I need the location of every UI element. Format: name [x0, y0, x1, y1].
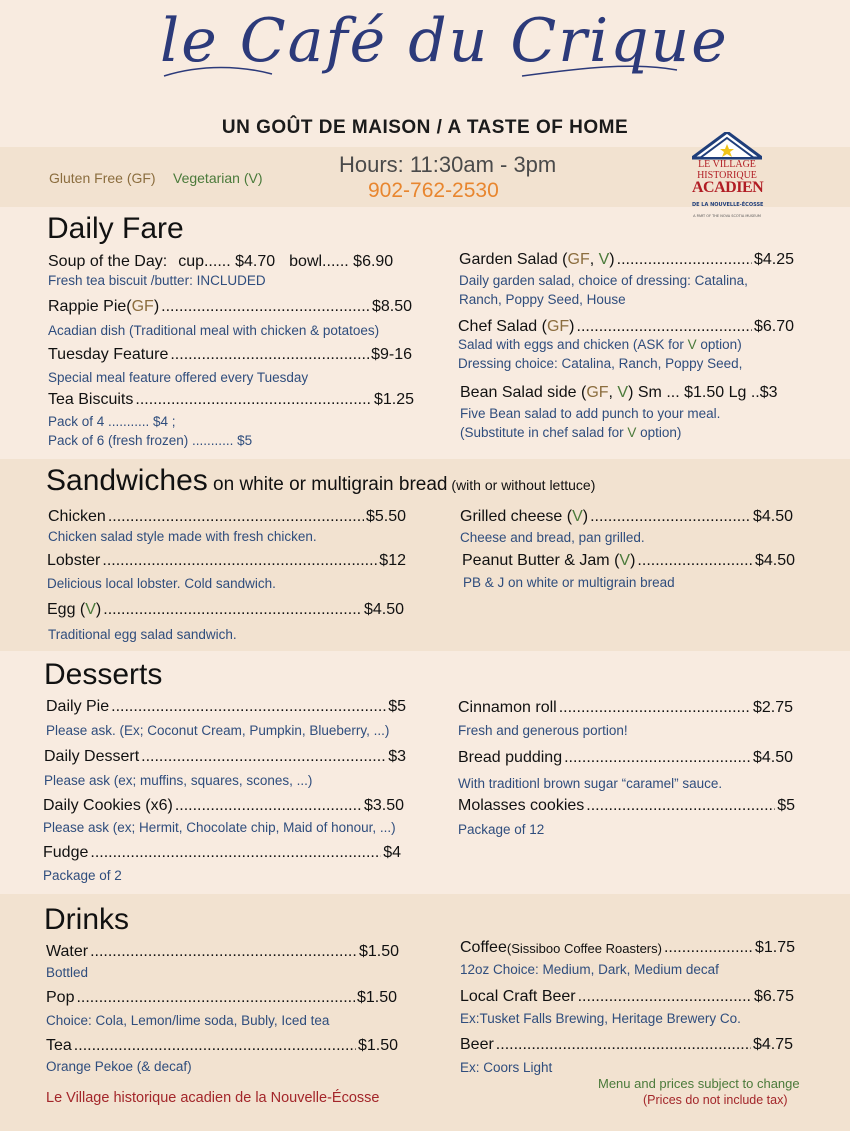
cafe-title: le Café du Crique: [160, 6, 729, 76]
menu-item-water: [46, 943, 399, 961]
item-desc-water: Bottled: [46, 965, 89, 980]
item-name: Grilled cheese: [460, 508, 563, 525]
item-desc-pop: Choice: Cola, Lemon/lime soda, Bubly, Iced tea: [46, 1013, 330, 1028]
item-price: $5: [777, 797, 795, 814]
menu-item-peanut-butter-jam: Peanut Butter & Jam ( V ) ..... $4.50: [462, 552, 795, 570]
gf-tag: GF: [131, 298, 154, 315]
dot-leader: [170, 346, 369, 364]
logo-line-4: DE LA NOUVELLE-ÉCOSSE: [692, 202, 764, 208]
dot-leader: [496, 1036, 751, 1054]
item-name: Local Craft Beer: [460, 988, 576, 1005]
tag-paren: (: [126, 298, 132, 315]
legend-vegetarian: [173, 170, 263, 186]
item-price: $4.75: [752, 1036, 793, 1053]
v-tag: V: [619, 552, 631, 569]
item-desc-chef-salad-2: Dressing choice: Catalina, Ranch, Poppy Seed,: [458, 356, 743, 371]
village-logo: [692, 132, 762, 222]
item-desc-cinnamon-roll: Fresh and generous portion!: [458, 723, 628, 738]
dot-leader: [74, 1037, 356, 1055]
item-name: Daily Cookies (x6): [43, 797, 173, 814]
item-desc-tea-biscuits-4: Pack of 4 ........... $4 ;: [48, 414, 176, 429]
item-desc-lobster: Delicious local lobster. Cold sandwich.: [47, 576, 276, 591]
menu-item-garden-salad: Garden Salad ( GF , V ) ..... $4.25: [459, 251, 794, 269]
dot-leader: [161, 298, 370, 316]
desc-text: option): [636, 425, 682, 440]
hours: Hours: 11:30am - 3pm: [339, 152, 557, 177]
tagline: UN GOÛT DE MAISON / A TASTE OF HOME: [221, 117, 629, 138]
menu-item-daily-pie: [46, 698, 406, 716]
menu-item-daily-cookies: [43, 797, 404, 815]
item-price: $1.50: [356, 989, 397, 1006]
dot-leader: [90, 844, 381, 862]
item-price: $3.50: [363, 797, 404, 814]
menu-item-daily-dessert: [44, 748, 406, 766]
menu-item-egg: Egg ( V ) ..... $4.50: [47, 601, 404, 619]
item-name: Tuesday Feature: [48, 346, 169, 363]
section-heading-drinks: Drinks: [44, 903, 130, 936]
dot-leader: [664, 939, 753, 959]
item-desc-chef-salad-1: [458, 337, 742, 352]
desc-text: Salad with eggs and chicken (ASK for: [458, 337, 688, 352]
dot-leader: [175, 797, 362, 815]
gf-tag: GF: [586, 384, 609, 401]
item-desc-grilled-cheese: Cheese and bread, pan grilled.: [460, 530, 645, 545]
item-desc-soup: Fresh tea biscuit /butter: INCLUDED: [48, 273, 266, 288]
logo-roof-icon: [692, 132, 762, 162]
item-desc-egg: Traditional egg salad sandwich.: [48, 627, 237, 642]
item-price: $4: [383, 844, 401, 861]
menu-item-molasses-cookies: [458, 797, 795, 815]
footer-note-tax: (Prices do not include tax): [643, 1093, 788, 1107]
legend-v-label: Vegetarian (V): [173, 170, 263, 186]
menu-item-lobster: [47, 552, 406, 570]
section-title: Sandwiches: [46, 464, 208, 497]
menu-item-chef-salad: Chef Salad ( GF ) ..... $6.70: [458, 318, 794, 336]
item-desc-daily-pie: Please ask. (Ex; Coconut Cream, Pumpkin, Blueberry, ...): [46, 723, 390, 738]
item-desc-bread-pudding: With traditionl brown sugar “caramel” sauce.: [458, 776, 723, 791]
menu-item-grilled-cheese: Grilled cheese ( V ) ..... $4.50: [460, 508, 793, 526]
legend-gf-label: Gluten Free (GF): [49, 170, 156, 186]
item-price: $1.25: [373, 391, 414, 408]
dot-leader: [103, 601, 362, 619]
dot-leader: [578, 988, 752, 1006]
item-price: $8.50: [371, 298, 412, 315]
item-desc-bean-salad-2: [460, 425, 681, 440]
item-name: Chicken: [48, 508, 106, 525]
title-swash-decoration: [162, 56, 682, 96]
item-name: Chef Salad: [458, 318, 538, 335]
dot-leader: [102, 552, 377, 570]
dot-leader: [559, 699, 751, 717]
item-name: Pop: [46, 989, 75, 1006]
item-price: $1.75: [754, 939, 795, 956]
logo-line-1: LE VILLAGE: [698, 159, 756, 170]
item-name: Water: [46, 943, 89, 960]
item-price: $4.50: [752, 749, 793, 766]
menu-item-local-craft-beer: [460, 988, 794, 1006]
item-name: Coffee: [460, 939, 507, 956]
dot-leader: [108, 508, 364, 526]
dot-leader: [564, 749, 751, 767]
item-price: Sm ... $1.50 Lg ..$3: [637, 384, 778, 401]
item-price: $12: [379, 552, 406, 569]
menu-item-chicken: [48, 508, 406, 526]
item-name: Daily Pie: [46, 698, 110, 715]
dot-leader: [577, 318, 752, 336]
item-price-cup: cup...... $4.70: [178, 253, 276, 270]
item-desc-chicken: Chicken salad style made with fresh chicken.: [48, 529, 317, 544]
item-price: $5: [388, 698, 406, 715]
item-price: $4.50: [752, 508, 793, 525]
item-name: Beer: [460, 1036, 494, 1053]
item-desc-tea-biscuits-6: Pack of 6 (fresh frozen) ........... $5: [48, 433, 253, 448]
menu-item-fudge: [43, 844, 401, 862]
item-price: $4.25: [753, 251, 794, 268]
v-tag: V: [85, 601, 96, 618]
menu-item-tea-biscuits: [48, 391, 414, 409]
dot-leader: [90, 943, 357, 961]
menu-item-beer: [460, 1036, 793, 1054]
section-subtitle: on white or multigrain bread: [207, 474, 448, 495]
menu-item-rappie-pie: [48, 298, 412, 316]
item-price: $2.75: [752, 699, 793, 716]
item-name: Daily Dessert: [44, 748, 140, 765]
tag-paren: ): [153, 298, 160, 315]
item-desc-garden-salad-1: Daily garden salad, choice of dressing: Catalina,: [459, 273, 748, 288]
dot-leader: [617, 251, 752, 269]
logo-line-5: A PART OF THE NOVA SCOTIA MUSEUM: [693, 214, 761, 218]
item-name: Soup of the Day:: [48, 253, 168, 270]
dot-leader: [586, 797, 775, 815]
item-name: Peanut Butter & Jam: [462, 552, 610, 569]
menu-item-bean-salad: Bean Salad side ( GF , V ) Sm ... $1.50 Lg ..$3: [460, 384, 778, 401]
item-desc-daily-cookies: Please ask (ex; Hermit, Chocolate chip, Maid of honour, ...): [43, 820, 396, 835]
menu-item-tea: [46, 1037, 398, 1055]
gf-tag: GF: [546, 318, 570, 335]
item-name: Tea: [46, 1037, 72, 1054]
item-desc-fudge: Package of 2: [43, 868, 122, 883]
item-price: $3: [388, 748, 406, 765]
item-desc-molasses-cookies: Package of 12: [458, 822, 545, 837]
v-tag: V: [617, 384, 629, 401]
section-heading-desserts: Desserts: [44, 658, 163, 691]
item-price: $1.50: [358, 943, 399, 960]
item-price: $5.50: [365, 508, 406, 525]
item-name: Molasses cookies: [458, 797, 585, 814]
item-desc-peanut-butter-jam: PB & J on white or multigrain bread: [463, 575, 675, 590]
dot-leader: [111, 698, 386, 716]
item-desc-coffee: 12oz Choice: Medium, Dark, Medium decaf: [460, 962, 719, 977]
item-subtitle: (Sissiboo Coffee Roasters): [506, 941, 662, 956]
item-name: Cinnamon roll: [458, 699, 557, 716]
section-heading-daily-fare: Daily Fare: [47, 212, 184, 245]
item-desc-bean-salad-1: Five Bean salad to add punch to your meal.: [460, 406, 721, 421]
item-price: $4.50: [363, 601, 404, 618]
menu-item-cinnamon-roll: [458, 699, 793, 717]
item-name: Lobster: [47, 552, 101, 569]
item-desc-daily-dessert: Please ask (ex; muffins, squares, scones, ...): [44, 773, 313, 788]
item-desc-local-craft-beer: Ex:Tusket Falls Brewing, Heritage Brewery Co.: [460, 1011, 741, 1026]
dot-leader: [141, 748, 386, 766]
logo-line-3: ACADIEN: [692, 179, 764, 196]
item-desc-beer: Ex: Coors Light: [460, 1060, 553, 1075]
dot-leader: [76, 989, 354, 1007]
menu-item-tuesday-feature: [48, 346, 412, 364]
logo-line-2: HISTORIQUE: [697, 170, 757, 181]
item-desc-garden-salad-2: Ranch, Poppy Seed, House: [459, 292, 626, 307]
item-name: Fudge: [43, 844, 89, 861]
desc-text: (Substitute in chef salad for: [460, 425, 628, 440]
item-price: $4.50: [754, 552, 795, 569]
item-name: Tea Biscuits: [48, 391, 134, 408]
item-desc-tuesday-feature: Special meal feature offered every Tuesday: [48, 370, 309, 385]
section-heading-sandwiches: [46, 464, 595, 498]
dot-leader: [590, 508, 751, 526]
item-price: $9-16: [371, 346, 412, 363]
menu-item-coffee: [460, 939, 795, 959]
footer-note-change: Menu and prices subject to change: [598, 1076, 800, 1091]
logo-wordmark: [692, 159, 762, 195]
item-desc-tea: Orange Pekoe (& decaf): [46, 1059, 192, 1074]
item-desc-rappie-pie: Acadian dish (Traditional meal with chicken & potatoes): [48, 323, 380, 338]
desc-text: option): [696, 337, 742, 352]
legend-gluten-free: [49, 170, 156, 186]
dot-leader: [135, 391, 372, 409]
menu-item-soup: [48, 253, 412, 271]
gf-tag: GF: [567, 251, 590, 268]
menu-item-pop: [46, 989, 397, 1007]
item-price-bowl: bowl...... $6.90: [289, 253, 394, 270]
item-name: Bread pudding: [458, 749, 563, 766]
menu-item-bread-pudding: [458, 749, 793, 767]
item-name: Bean Salad side: [460, 384, 577, 401]
item-name: Garden Salad: [459, 251, 558, 268]
section-subtitle-note: (with or without lettuce): [447, 477, 596, 493]
footer-village-name: Le Village historique acadien de la Nouvelle-Écosse: [46, 1090, 380, 1106]
v-tag: V: [598, 251, 610, 268]
v-tag: V: [627, 425, 637, 440]
item-price: $6.75: [753, 988, 794, 1005]
dot-leader: [637, 552, 753, 570]
item-price: $1.50: [357, 1037, 398, 1054]
item-name: Rappie Pie: [48, 298, 127, 315]
item-price: $6.70: [753, 318, 794, 335]
item-name: Egg: [47, 601, 76, 618]
phone-number[interactable]: 902-762-2530: [368, 179, 499, 202]
v-tag: V: [572, 508, 583, 525]
v-tag: V: [687, 337, 697, 352]
